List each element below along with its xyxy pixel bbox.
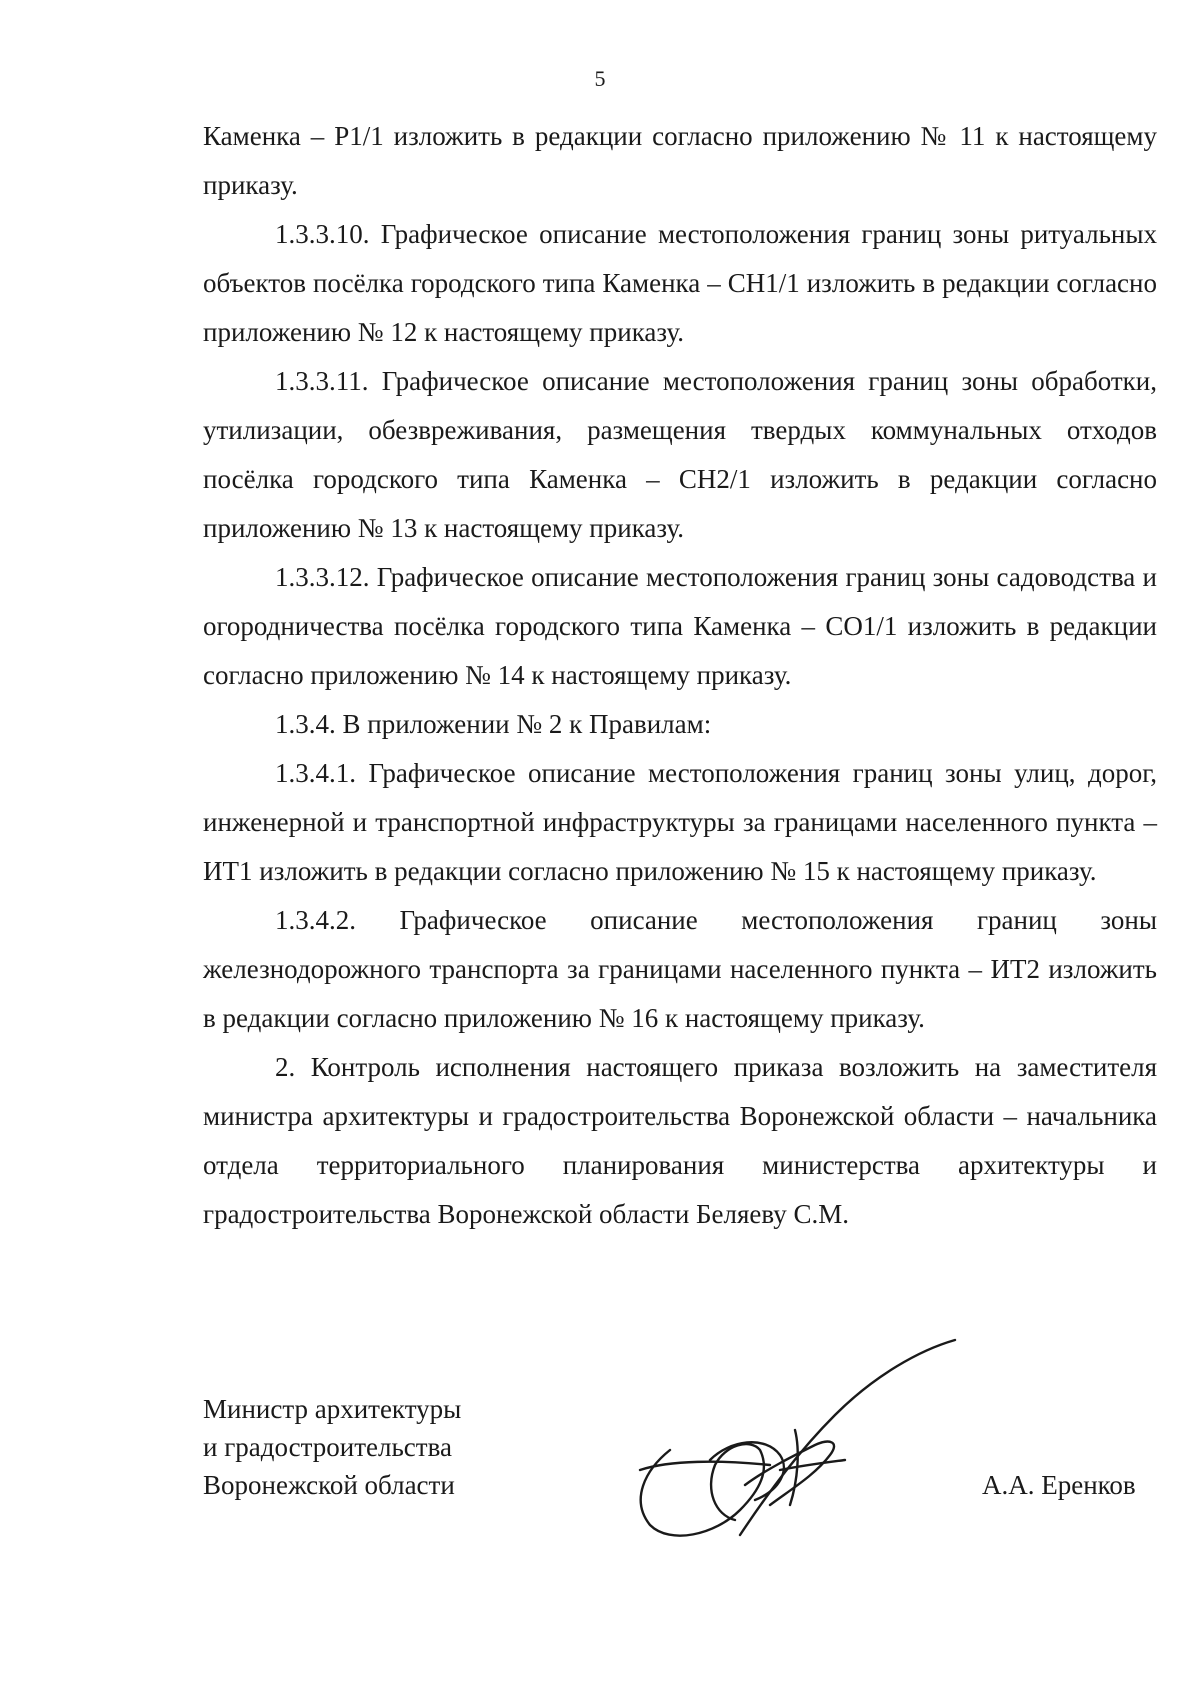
signatory-name: А.А. Еренков: [982, 1470, 1136, 1500]
paragraph-1-3-3-10: 1.3.3.10. Графическое описание местоположения границ зоны ритуальных объектов посёлка городского типа Каменка – СН1/1 изложить в редакции согласно приложению № 12 к настоящему приказу.: [203, 219, 1157, 347]
signatory-position-line-1: Министр архитектуры: [203, 1394, 462, 1424]
signatory-position-line-3: Воронежской области: [203, 1470, 455, 1500]
paragraph-1-3-4-1: 1.3.4.1. Графическое описание местоположения границ зоны улиц, дорог, инженерной и транспортной инфраструктуры за границами населенного пункта – ИТ1 изложить в редакции согласно приложению № 15 к настоящему приказу.: [203, 758, 1157, 886]
paragraph-1-3-3-12: 1.3.3.12. Графическое описание местоположения границ зоны садоводства и огородничества посёлка городского типа Каменка – СО1/1 изложить в редакции согласно приложению № 14 к настоящему приказу.: [203, 562, 1157, 690]
signatory-position: [203, 1390, 461, 1504]
document-body: [203, 112, 1157, 1239]
paragraph-2-control: 2. Контроль исполнения настоящего приказа возложить на заместителя министра архитектуры и градостроительства Воронежской области – начальника отдела территориального планирования министерства архитектуры и градостроительства Воронежской области Беляеву С.М.: [203, 1052, 1157, 1229]
paragraph-1-3-4-2: 1.3.4.2. Графическое описание местоположения границ зоны железнодорожного транспорта за границами населенного пункта – ИТ2 изложить в редакции согласно приложению № 16 к настоящему приказу.: [203, 905, 1157, 1033]
page-number: 5: [594, 66, 606, 91]
signatory-position-line-2: и градостроительства: [203, 1432, 452, 1462]
paragraph-continuation: Каменка – Р1/1 изложить в редакции согласно приложению № 11 к настоящему приказу.: [203, 121, 1157, 200]
handwritten-signature-image: [630, 1330, 960, 1560]
paragraph-1-3-3-11: 1.3.3.11. Графическое описание местоположения границ зоны обработки, утилизации, обезвреживания, размещения твердых коммунальных отходов посёлка городского типа Каменка – СН2/1 изложить в редакции согласно приложению № 13 к настоящему приказу.: [203, 366, 1157, 543]
paragraph-1-3-4: 1.3.4. В приложении № 2 к Правилам:: [275, 709, 712, 739]
